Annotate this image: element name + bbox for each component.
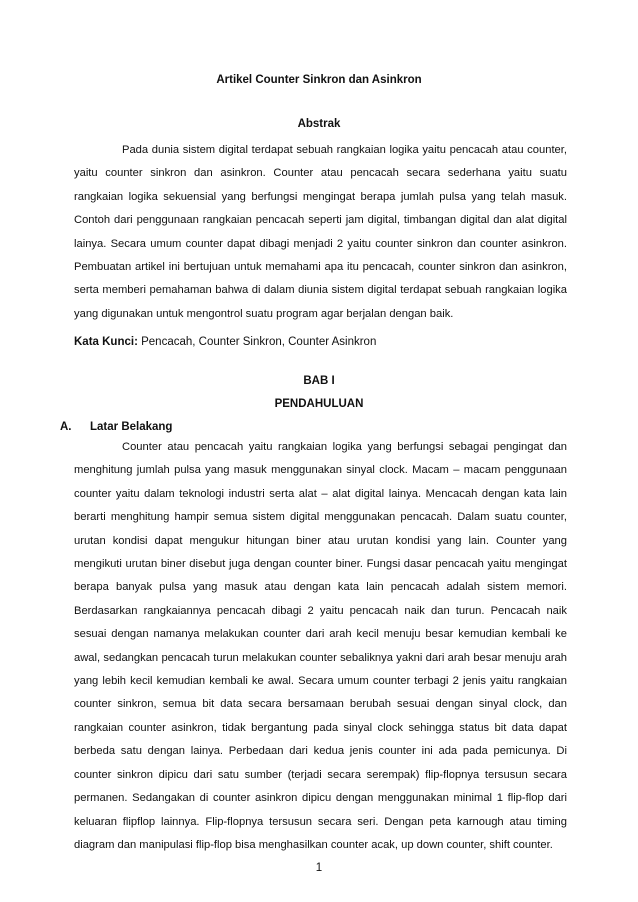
page-number: 1: [315, 862, 323, 874]
chapter-label: BAB I: [303, 375, 335, 387]
keywords-value: Pencacah, Counter Sinkron, Counter Asinkron: [137, 336, 377, 348]
section-title: Latar Belakang: [90, 421, 173, 433]
abstract-heading: Abstrak: [297, 118, 341, 130]
abstract-paragraph: Pada dunia sistem digital terdapat sebuah rangkaian logika yaitu pencacah atau counter, yaitu counter sinkron dan asinkron. Counter atau pencacah secara sederhana yaitu suatu rangkaian logika sekuensial yang berfungsi mengingat berapa jumlah pulsa yang telah masuk. Contoh dari penggunaan rangkaian pencacah seperti jam digital, timbangan digital dan alat digital lainya. Secara umum counter dapat dibagi menjadi 2 yaitu counter sinkron dan counter asinkron. Pembuatan artikel ini bertujuan untuk memahami apa itu pencacah, counter sinkron dan asinkron, serta memberi pemahaman bahwa di dalam diunia sistem digital terdapat sebuah rangkaian logika yang digunakan untuk mengontrol suatu program agar berjalan dengan baik.: [74, 144, 567, 320]
document-title: Artikel Counter Sinkron dan Asinkron: [216, 74, 422, 86]
keywords-line: [74, 334, 567, 350]
section-letter: A.: [60, 421, 72, 433]
section-paragraph: Counter atau pencacah yaitu rangkaian logika yang berfungsi sebagai pengingat dan menghitung jumlah pulsa yang masuk menggunakan sinyal clock. Macam – macam penggunaan counter yaitu dalam teknologi industri serta alat – alat digital lainya. Mencacah dengan kata lain berarti menghitung hampir semua sistem digital menggunakan pencacah. Dalam suatu counter, urutan kondisi dapat mengukur hitungan biner atau urutan kondisi yang lain. Counter yang mengikuti urutan biner disebut juga dengan counter biner. Fungsi dasar pencacah yaitu mengingat berapa banyak pulsa yang masuk atau dengan kata lain pencacah adalah sistem memori. Berdasarkan rangkaiannya pencacah dibagi 2 yaitu pencacah naik dan turun. Pencacah naik sesuai dengan namanya melakukan counter dari arah kecil menuju besar kemudian kembali ke awal, sedangkan pencacah turun melakukan counter sebaliknya yakni dari arah besar menuju arah yang lebih kecil kemudian kembali ke awal. Secara umum counter terbagi 2 jenis yaitu rangkaian counter sinkron, semua bit data secara bersamaan berubah sesuai dengan sinyal clock, dan rangkaian counter asinkron, tidak bergantung pada sinyal clock sehingga status bit data dapat berbeda satu dengan lainya. Perbedaan dari kedua jenis counter ini ada pada pemicunya. Di counter sinkron dipicu dari satu sumber (terjadi secara serempak) flip-flopnya tersusun secara permanen. Sedangakan di counter asinkron dipicu dengan menggunakan minimal 1 flip-flop dari keluaran flipflop lainnya. Flip-flopnya tersusun secara seri. Dengan peta karnough atau timing diagram dan manipulasi flip-flop bisa menghasilkan counter acak, up down counter, shift counter.: [74, 441, 567, 851]
section-heading: [60, 421, 172, 433]
keywords-label: Kata Kunci:: [74, 336, 138, 348]
chapter-title: PENDAHULUAN: [274, 398, 364, 410]
